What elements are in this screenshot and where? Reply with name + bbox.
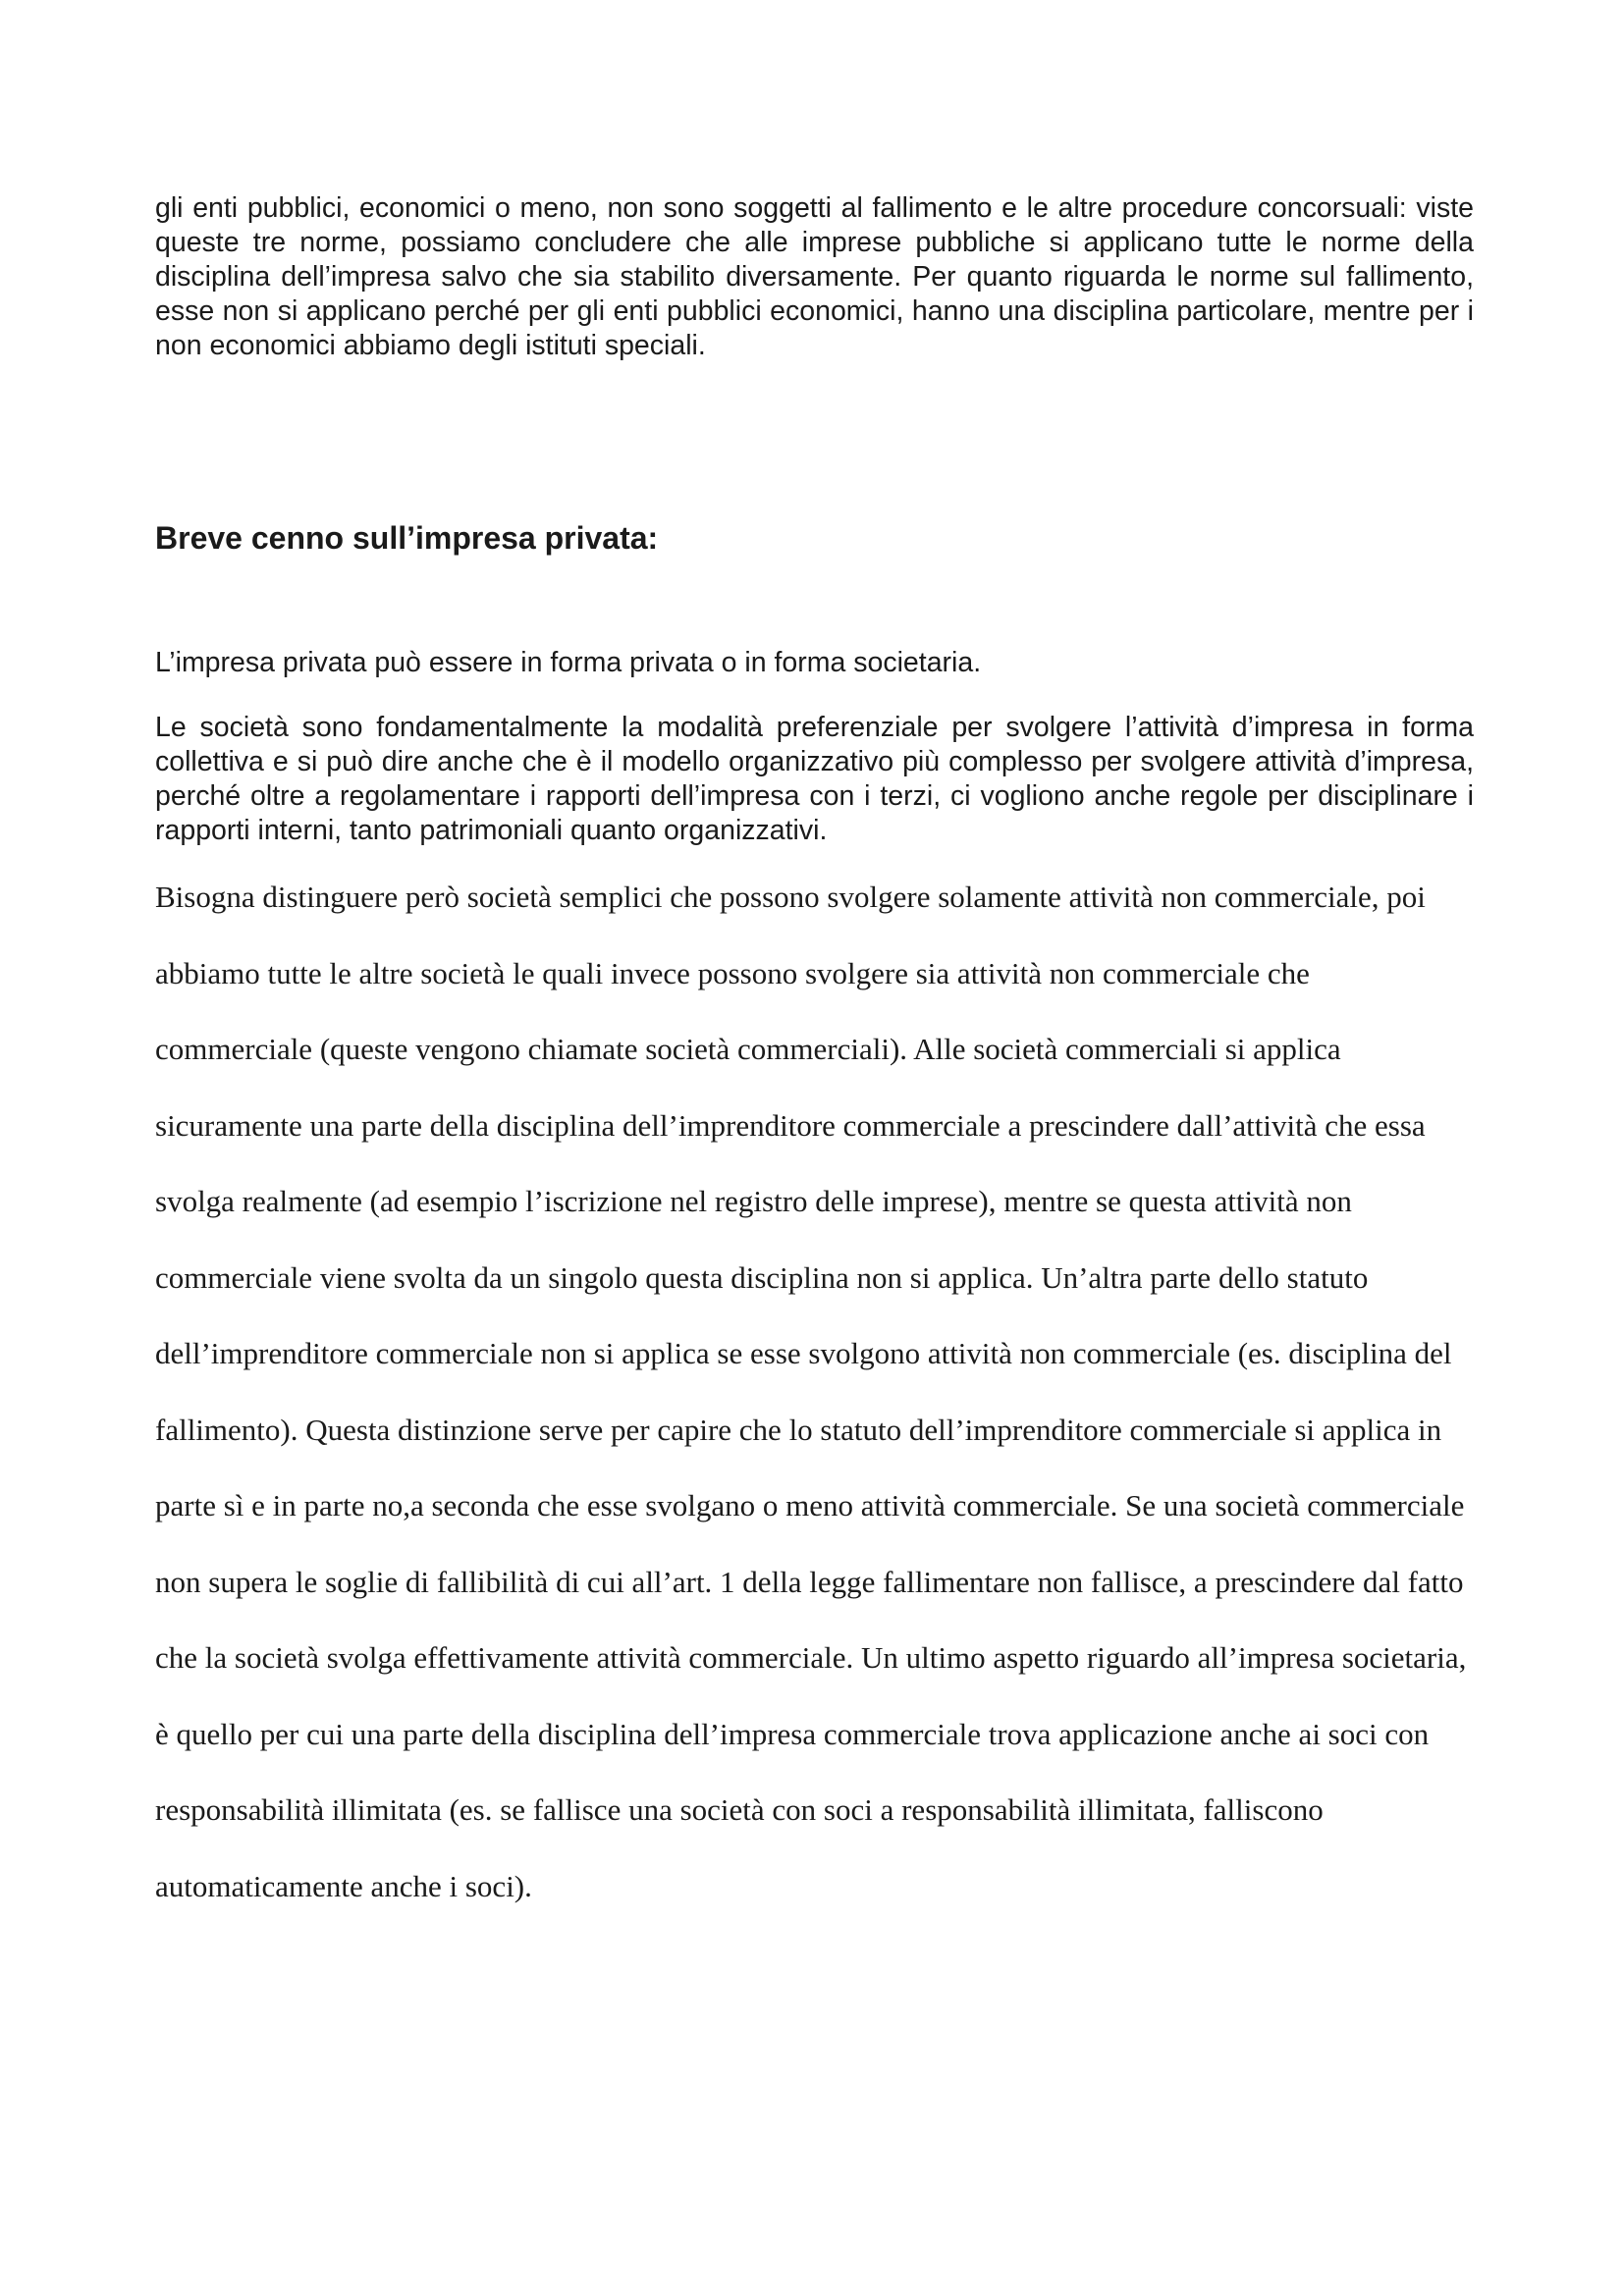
paragraph-forma: L’impresa privata può essere in forma privata o in forma societaria. bbox=[155, 647, 982, 678]
section-heading: Breve cenno sull’impresa privata: bbox=[155, 520, 659, 556]
paragraph-societa: Le società sono fondamentalmente la modalità preferenziale per svolgere l’attività d’impresa in forma collettiva e si può dire anche che è il modello organizzativo più complesso per svolgere attività d’impresa, perché oltre a regolamentare i rapporti dell’impresa con i terzi, ci vogliono anche regole per disciplinare i rapporti interni, tanto patrimoniali quanto organizzativi. bbox=[155, 712, 1474, 846]
paragraph-intro: gli enti pubblici, economici o meno, non sono soggetti al fallimento e le altre procedure concorsuali: viste queste tre norme, possiamo concludere che alle imprese pubbliche si applicano tutte le norme della disciplina dell’impresa salvo che sia stabilito diversamente. Per quanto riguarda le norme sul fallimento, esse non si applicano perché per gli enti pubblici economici, hanno una disciplina particolare, mentre per i non economici abbiamo degli istituti speciali. bbox=[155, 192, 1474, 361]
paragraph-distinzione: Bisogna distinguere però società semplici che possono svolgere solamente attività non commerciale, poi abbiamo tutte le altre società le quali invece possono svolgere sia attività non commerciale che commerciale (queste vengono chiamate società commerciali). Alle società commerciali si applica sicuramente una parte della disciplina dell’imprenditore commerciale a prescindere dall’attività che essa svolga realmente (ad esempio l’iscrizione nel registro delle imprese), mentre se questa attività non commerciale viene svolta da un singolo questa disciplina non si applica. Un’altra parte dello statuto dell’imprenditore commerciale non si applica se esse svolgono attività non commerciale (es. disciplina del fallimento). Questa distinzione serve per capire che lo statuto dell’imprenditore commerciale si applica in parte sì e in parte no,a seconda che esse svolgano o meno attività commerciale. Se una società commerciale non supera le soglie di fallibilità di cui all’art. 1 della legge fallimentare non fallisce, a prescindere dal fatto che la società svolga effettivamente attività commerciale. Un ultimo aspetto riguardo all’impresa societaria, è quello per cui una parte della disciplina dell’impresa commerciale trova applicazione anche ai soci con responsabilità illimitata (es. se fallisce una società con soci a responsabilità illimitata, falliscono automaticamente anche i soci). bbox=[155, 880, 1467, 1903]
